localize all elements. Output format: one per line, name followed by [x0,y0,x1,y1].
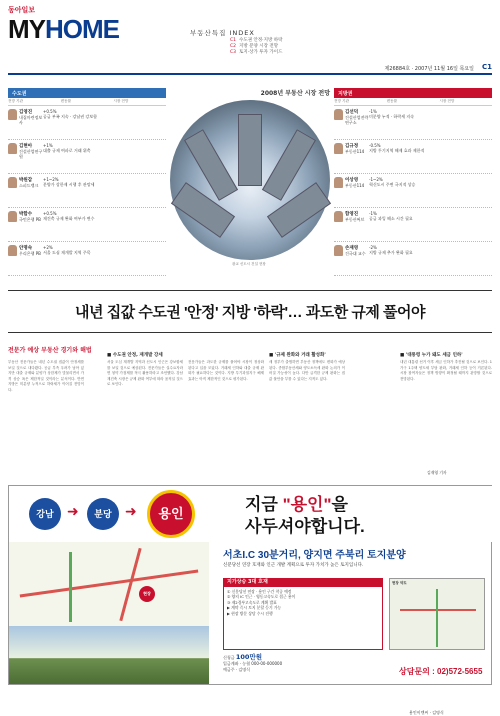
article-column: 부동산 전문가들은 내년 수도권 집값이 안정세를 보일 것으로 내다봤다. 공급 부족 우려가 남아 있지만 대출 규제와 분양가 상한제가 맞물리면서 가격 상승 폭은 제한적일 것이라는 분석이다. 반면 지방은 미분양 누적으로 하락세가 이어질 전망이다. [8,360,84,392]
dateline [8,63,492,75]
benefits-box [223,578,383,650]
article-column: 새 정부가 출범하면 부동산 정책에도 변화가 예상된다. 종합부동산세와 양도소득세 완화 논의가 이어질 가능성이 높다. 다만 급격한 규제 완화는 집값 불안을 부를 수 있다는 지적도 있다. [269,360,345,381]
index-item: C2 지방 분양 시장 전망 [230,44,279,49]
section-title: ■ '대통령 누가 돼도 세금 인하' [400,353,463,358]
issue-date: 제26884호 · 2007년 11월 16일 목요일 [384,66,474,72]
article-column: 서울 도심 재개발 지역과 신도시 인근은 강보합세를 보일 것으로 예상된다. 전문가들은 실수요자라면 청약 가점제를 적극 활용하라고 조언했다. 강남 재건축 시장은 규제 완화 여부에 따라 움직일 것으로 보인다. [107,360,183,387]
ad-subtitle: 신분당선 연장 호재와 인근 개발 계획으로 투자 가치가 높은 토지입니다. [223,563,364,568]
city-badge: 강남 [29,498,61,530]
expert-row: 이상영 부동산114 -1~2% 혁신도시 주변 국지적 상승 [334,174,492,208]
expert-row: 김규정 부동산114 -0.5% 지방 투기지역 해제 효과 제한적 [334,140,492,174]
logo-home: HOME [45,14,119,44]
left-forecast-panel [8,88,166,278]
location-map [389,578,485,650]
land-site-photo [9,626,209,684]
masthead [0,0,500,78]
company-logos: 용인이엔씨 · 김명식 [409,710,444,715]
city-badge: 분당 [87,498,119,530]
avatar [8,245,17,256]
road-map [9,542,209,626]
section-title: ■ '규제 완화와 거래 활성화' [269,353,326,358]
expert-row: 박합수 국민은행 PB +0.5% 재건축 규제 완화 여부가 변수 [8,208,166,242]
expert-row: 손재영 건국대 교수 -2% 지방 규제 추가 완화 필요 [334,242,492,276]
panel-columns: 전망 기관 변동률 시장 전망 [8,98,166,106]
panel-title: 지방권 [334,88,492,98]
skyline-fisheye-photo [170,100,330,260]
ad-banner [9,486,493,542]
avatar [8,211,17,222]
byline: 김재영 기자 [427,470,447,475]
avatar [8,177,17,188]
expert-row: 김현아 건설산업연구원 +1% 대출 규제 여파로 거래 위축 [8,140,166,174]
avatar [334,245,343,256]
benefit-line: ② 양지 IC 인근 · 영동고속도로 접근 용이 [227,594,296,600]
panel-title: 수도권 [8,88,166,98]
newspaper-logo-small: 동아일보 [8,6,36,14]
section-title: ■ 수도권 안정, 재개발 강세 [107,353,163,358]
forecast-heading: 2008년 부동산 시장 전망 [260,90,330,97]
photo-caption: 광교 신도시 건설 현장 [232,262,266,266]
right-forecast-panel [334,88,492,278]
main-headline: 내년 집값 수도권 '안정' 지방 '하락'… 과도한 규제 풀어야 [8,290,492,333]
avatar [334,177,343,188]
contact-phone: 상담문의 : 02)572-5655 [399,667,483,676]
article-column: 전문가들은 과도한 규제를 풀어야 시장이 정상화된다고 입을 모았다. 거래세 인하와 대출 규제 완화가 필요하다는 것이다. 지방 투기과열지구 해제 효과는 아직 제한적인 것으로 평가된다. [188,360,264,381]
avatar [334,211,343,222]
article-column: 내년 대통령 선거 이후 세금 인하가 추진될 것으로 보인다. 1가구 1주택 양도세 부담 완화, 거래세 인하 등이 거론된다. 시장 참여자들은 정책 방향이 확정될 때까지 관망할 것으로 전망된다. [400,360,492,381]
index-item: C3 토지·상가 투자 가이드 [230,50,283,55]
site-marker: 현장 [139,586,155,602]
section-logo [8,14,119,45]
index-title: 부동산특집 INDEX [190,29,255,37]
index-list [230,38,282,56]
logo-my: MY [8,14,45,44]
city-badge-highlight: 용인 [147,490,195,538]
benefit-line: ③ 제2경부고속도로 계획 발표 [227,599,277,605]
benefit-line: ▶ 계약 즉시 토지 분할 등기 가능 [227,605,282,611]
application-info: 신청금 100만원 입금계좌 · 농협 000-00-000000 예금주 · 김명식 [223,653,283,672]
benefit-line: ① 신분당선 연장 · 용인 구간 착공 예정 [227,588,292,594]
expert-row: 함영진 부동산써브 -1% 공급 과잉 해소 시간 필요 [334,208,492,242]
expert-row: 박원갑 스피드뱅크 +1~2% 분양가 상한제 시행 후 관망세 [8,174,166,208]
expert-row: 김선덕 건설산업전략연구소 -1% 미분양 누적 · 하락세 지속 [334,106,492,140]
map-label: 현장 약도 [392,581,407,585]
avatar [334,143,343,154]
ad-title: 서초I.C 30분거리, 양지면 주북리 토지분양 [223,550,406,561]
index-item: C1 수도권 안정·지방 하락 [230,38,283,43]
land-sale-advertisement [8,485,492,715]
ad-details [209,542,491,715]
arrow-right-icon: ➜ [67,504,79,520]
article-subhead: 전문가 예상 부동산 경기와 해법 [8,347,92,354]
page-number: C1 [481,63,492,71]
expert-row: 안명숙 우리은행 PB +2% 서울 도심 재개발 지역 주목 [8,242,166,276]
benefits-title: 지가상승 3대 호재 [224,579,382,587]
expert-row: 김영진 내집마련정보사 +0.5% 공급 부족 지속 · 강남권 강보합 [8,106,166,140]
panel-columns: 전망 기관 변동률 시장 전망 [334,98,492,106]
avatar [334,109,343,120]
arrow-right-icon: ➜ [125,504,137,520]
ad-slogan: 지금 "용인"을 사두셔야합니다. [245,495,365,536]
avatar [8,109,17,120]
benefit-line: ▶ 현장 방문 상담 수시 진행 [227,610,273,616]
avatar [8,143,17,154]
